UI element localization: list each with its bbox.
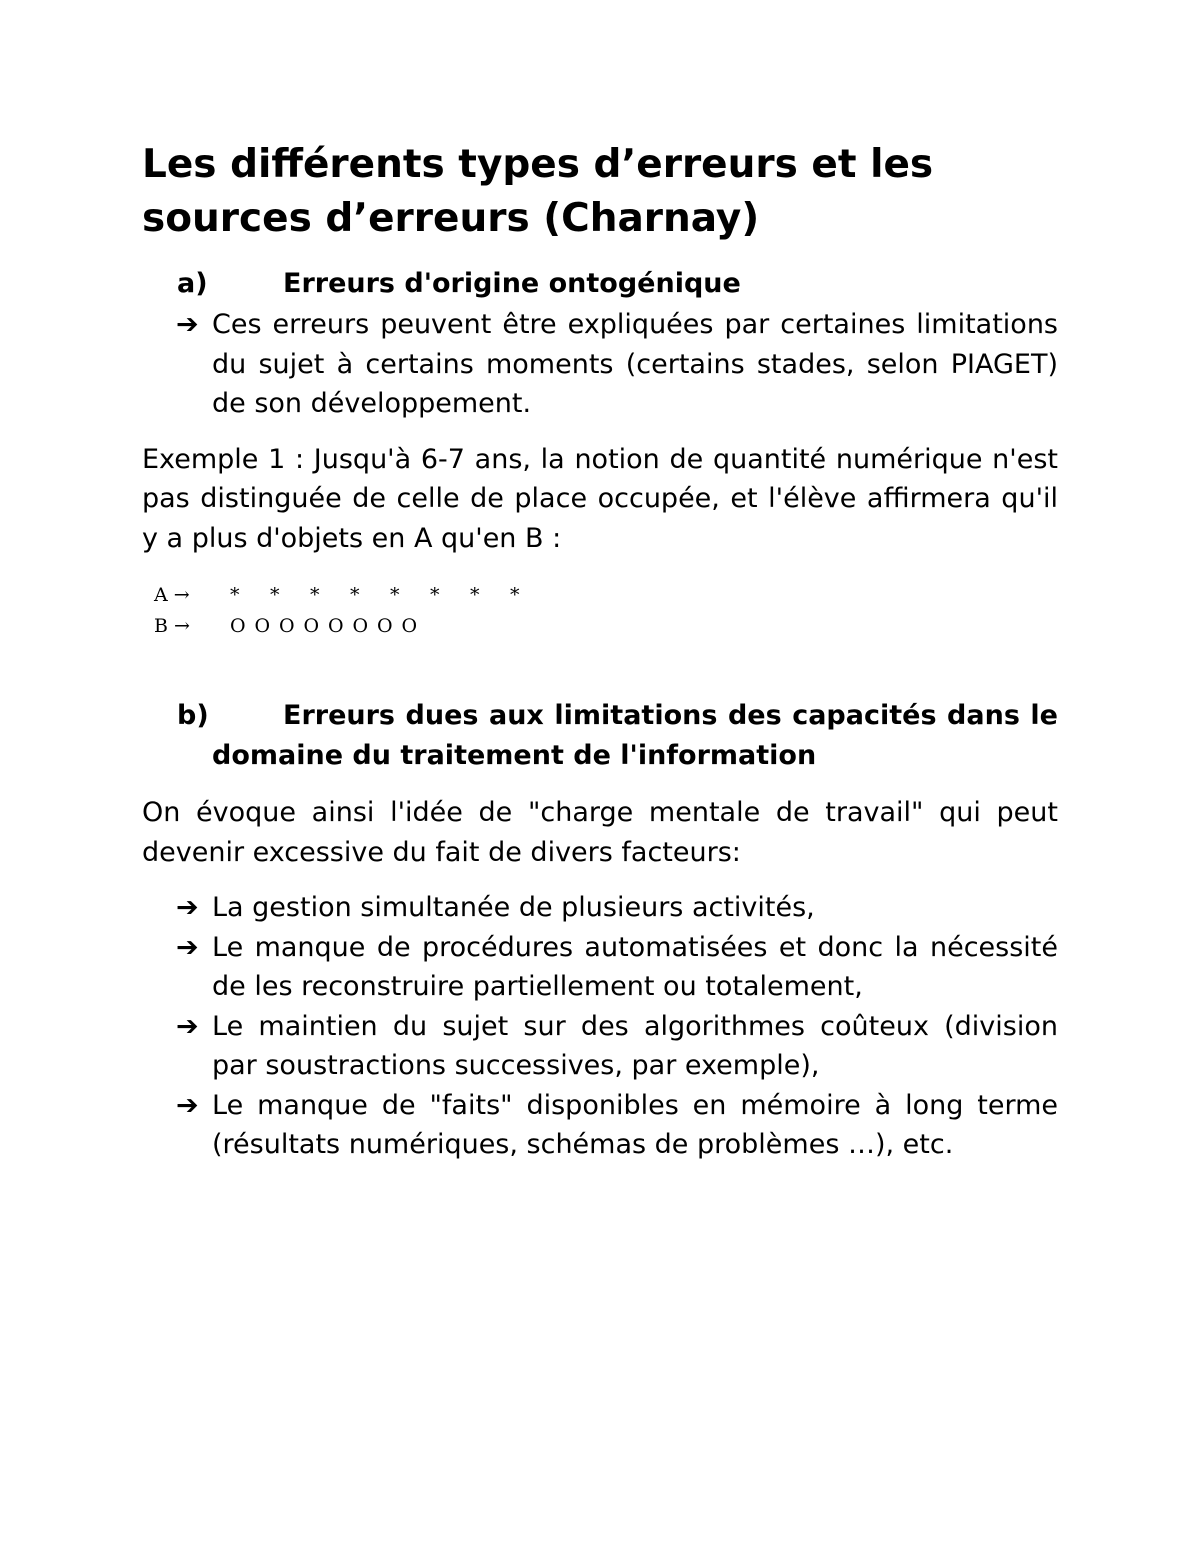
figure-mark: *: [430, 584, 440, 606]
list-item: [142, 1007, 1058, 1086]
figure-mark: O: [230, 615, 246, 637]
section-a-number: a): [177, 268, 208, 299]
list-item-text: Le maintien du sujet sur des algorithmes coûteux (division par soustractions successives, par exemple),: [212, 1010, 1058, 1081]
list-item-text: Le manque de "faits" disponibles en mémoire à long terme (résultats numériques, schémas de problèmes …), etc.: [212, 1089, 1058, 1160]
section-b-number: b): [177, 700, 209, 731]
list-item-text: La gestion simultanée de plusieurs activités,: [212, 892, 815, 923]
figure-row-a: [154, 580, 1058, 611]
figure-mark: *: [510, 584, 520, 606]
figure-mark: O: [279, 615, 295, 637]
figure-mark: *: [390, 584, 400, 606]
figure-mark: *: [270, 584, 280, 606]
list-item-text: Le manque de procédures automatisées et donc la nécessité de les reconstruire partiellement ou totalement,: [212, 931, 1058, 1002]
figure-mark: O: [377, 615, 393, 637]
section-a-bullet: [142, 305, 1058, 424]
row-a-label: A →: [154, 584, 190, 606]
section-b-bullet-list: [142, 888, 1058, 1165]
figure-mark: *: [310, 584, 320, 606]
figure-mark: O: [401, 615, 418, 637]
figure-mark: O: [352, 615, 369, 637]
example-paragraph: Exemple 1 : Jusqu'à 6-7 ans, la notion de quantité numérique n'est pas distinguée de celle de place occupée, et l'élève affirmera qu'il y a plus d'objets en A qu'en B :: [142, 443, 1058, 554]
list-item: [142, 1086, 1058, 1165]
figure-mark: *: [350, 584, 360, 606]
row-a-marks: [230, 580, 550, 611]
arrow-right-icon: ➔: [176, 1089, 199, 1121]
arrow-right-icon: ➔: [176, 892, 199, 923]
list-item: [142, 928, 1058, 1007]
figure-mark: *: [470, 584, 480, 606]
section-b-title: Erreurs dues aux limitations des capacités dans le domaine du traitement de l'information: [212, 700, 1058, 771]
section-b-intro: On évoque ainsi l'idée de "charge mentale de travail" qui peut devenir excessive du fait de divers facteurs:: [142, 797, 1058, 868]
arrow-right-icon: ➔: [176, 931, 199, 963]
section-a-heading: [142, 264, 1058, 304]
arrow-right-icon: ➔: [176, 1010, 199, 1042]
figure-mark: O: [303, 615, 320, 637]
figure-mark: *: [230, 584, 240, 606]
example-figure: [142, 580, 1058, 642]
arrow-right-icon: ➔: [176, 309, 199, 340]
list-item: [142, 888, 1058, 928]
section-a-title: Erreurs d'origine ontogénique: [283, 268, 741, 299]
figure-mark: O: [254, 615, 271, 637]
document-page: [142, 138, 1058, 1165]
figure-row-b: [154, 611, 1058, 642]
figure-mark: O: [328, 615, 344, 637]
section-a-bullet-text: Ces erreurs peuvent être expliquées par certaines limitations du sujet à certains moments (certains stades, selon PIAGET) de son développement.: [212, 309, 1058, 419]
row-b-marks: [230, 611, 426, 642]
section-b-heading: [142, 696, 1058, 776]
row-b-label: B →: [154, 615, 190, 637]
document-title: Les différents types d’erreurs et les sources d’erreurs (Charnay): [142, 142, 934, 241]
